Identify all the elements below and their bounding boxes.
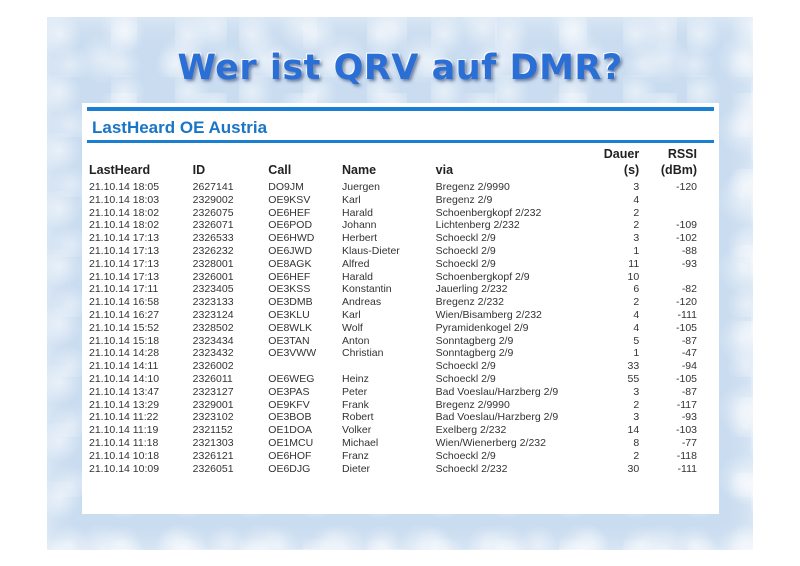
cell-via: Schoenbergkopf 2/9 [435, 270, 530, 283]
cell-call: OE6WEG [268, 372, 315, 385]
cell-via: Lichtenberg 2/232 [435, 219, 520, 232]
cell-call: OE6JWD [268, 244, 313, 257]
cell-call: OE1MCU [268, 436, 314, 449]
table-row [87, 194, 699, 207]
table-row [87, 207, 699, 220]
cell-rssi: -87 [681, 334, 697, 347]
cell-id: 2323432 [192, 347, 234, 360]
cell-rssi [639, 194, 699, 207]
cell-dauer: 8 [633, 436, 640, 449]
cell-id: 2326533 [192, 232, 234, 245]
cell-via: Wien/Bisamberg 2/232 [435, 308, 542, 321]
cell-call: OE6HEF [268, 270, 311, 283]
cell-lastheard: 21.10.14 14:11 [89, 360, 159, 373]
cell-rssi: -88 [681, 244, 697, 257]
cell-name: Harald [342, 270, 373, 283]
cell-lastheard: 21.10.14 15:52 [89, 321, 160, 334]
cell-id: 2323133 [192, 296, 234, 309]
cell-name: Karl [342, 308, 361, 321]
cell-id: 2323127 [192, 385, 234, 398]
cell-id: 2321152 [192, 424, 233, 437]
cell-id: 2323434 [192, 334, 234, 347]
table-row [87, 373, 699, 386]
cell-lastheard: 21.10.14 16:27 [89, 308, 160, 321]
lastheard-table [87, 146, 699, 475]
cell-dauer: 14 [627, 424, 640, 437]
cell-name: Wolf [342, 321, 363, 334]
cell-dauer: 2 [633, 206, 640, 219]
cell-id: 2326071 [192, 219, 234, 232]
cell-rssi: -118 [676, 449, 697, 462]
header-lastheard: LastHeard [89, 163, 151, 177]
cell-rssi: -94 [681, 360, 697, 373]
cell-lastheard: 21.10.14 14:28 [89, 347, 160, 360]
cell-call: OE3BOB [268, 411, 312, 424]
cell-lastheard: 21.10.14 18:03 [89, 193, 160, 206]
cell-name: Peter [342, 385, 368, 398]
table-row [87, 219, 699, 232]
cell-via: Wien/Wienerberg 2/232 [435, 436, 546, 449]
cell-rssi: -111 [677, 308, 697, 321]
table-row [87, 386, 699, 399]
cell-name: Volker [342, 424, 372, 437]
cell-name: Herbert [342, 232, 378, 245]
cell-dauer: 2 [633, 219, 640, 232]
cell-id: 2323124 [192, 308, 234, 321]
cell-id: 2326011 [192, 372, 233, 385]
cell-id: 2329001 [192, 398, 234, 411]
top-rule [87, 107, 714, 111]
cell-call: OE8WLK [268, 321, 313, 334]
table-row [87, 283, 699, 296]
cell-rssi: -105 [675, 372, 697, 385]
cell-id: 2326051 [192, 462, 234, 475]
cell-lastheard: 21.10.14 18:02 [89, 219, 160, 232]
cell-via: Bregenz 2/232 [435, 296, 504, 309]
cell-dauer: 3 [633, 385, 640, 398]
cell-via: Bad Voeslau/Harzberg 2/9 [435, 385, 559, 398]
cell-dauer: 3 [633, 411, 640, 424]
cell-rssi: -105 [675, 321, 697, 334]
cell-call [268, 360, 342, 373]
header-name: Name [342, 163, 377, 177]
cell-via: Schoeckl 2/9 [435, 372, 496, 385]
cell-lastheard: 21.10.14 10:09 [89, 462, 160, 475]
cell-name: Frank [342, 398, 369, 411]
header-via: via [435, 163, 454, 177]
cell-name: Dieter [342, 462, 371, 475]
cell-call: OE1DOA [268, 424, 313, 437]
cell-rssi: -102 [675, 232, 697, 245]
cell-lastheard: 21.10.14 17:13 [89, 257, 160, 270]
cell-call: OE6DJG [268, 462, 311, 475]
cell-rssi: -93 [681, 411, 697, 424]
header-id: ID [192, 163, 206, 177]
cell-call: OE6HEF [268, 206, 311, 219]
cell-call: OE8AGK [268, 257, 312, 270]
cell-name: Franz [342, 449, 369, 462]
cell-lastheard: 21.10.14 13:29 [89, 398, 160, 411]
cell-dauer: 1 [633, 347, 640, 360]
table-row [87, 322, 699, 335]
cell-dauer: 55 [627, 372, 640, 385]
title-rule [87, 140, 714, 143]
cell-rssi: -93 [681, 257, 697, 270]
cell-via: Schoeckl 2/9 [435, 257, 496, 270]
cell-via: Schoenbergkopf 2/232 [435, 206, 542, 219]
table-row [87, 181, 699, 194]
cell-call: OE9KFV [268, 398, 310, 411]
cell-lastheard: 21.10.14 17:13 [89, 232, 160, 245]
cell-name: Karl [342, 193, 361, 206]
table-row [87, 411, 699, 424]
cell-rssi: -82 [681, 283, 697, 296]
cell-id: 2328502 [192, 321, 234, 334]
cell-dauer: 30 [627, 462, 640, 475]
cell-call: OE3VWW [268, 347, 317, 360]
cell-via: Exelberg 2/232 [435, 424, 507, 437]
cell-dauer: 2 [633, 296, 640, 309]
cell-via: Schoeckl 2/9 [435, 449, 496, 462]
header-call: Call [268, 163, 292, 177]
cell-call: OE3KLU [268, 308, 310, 321]
cell-name: Konstantin [342, 283, 392, 296]
cell-rssi: -120 [675, 181, 697, 193]
cell-lastheard: 21.10.14 17:13 [89, 270, 160, 283]
cell-lastheard: 21.10.14 14:10 [89, 372, 160, 385]
cell-via: Bregenz 2/9 [435, 193, 493, 206]
cell-name: Johann [342, 219, 377, 232]
cell-name: Robert [342, 411, 374, 424]
cell-call: OE3DMB [268, 296, 313, 309]
cell-id: 2326075 [192, 206, 234, 219]
lastheard-panel [82, 103, 719, 514]
cell-lastheard: 21.10.14 18:02 [89, 206, 160, 219]
cell-rssi: -120 [675, 296, 697, 309]
cell-lastheard: 21.10.14 10:18 [89, 449, 160, 462]
cell-call: OE3TAN [268, 334, 310, 347]
cell-lastheard: 21.10.14 17:11 [89, 283, 159, 296]
panel-title: LastHeard OE Austria [92, 118, 268, 137]
cell-via: Schoeckl 2/9 [435, 232, 496, 245]
cell-via: Bregenz 2/9990 [435, 181, 510, 193]
cell-lastheard: 21.10.14 15:18 [89, 334, 160, 347]
cell-lastheard: 21.10.14 17:13 [89, 244, 160, 257]
cell-id: 2326232 [192, 244, 234, 257]
table-row [87, 245, 699, 258]
cell-rssi: -77 [681, 436, 697, 449]
cell-rssi: -47 [681, 347, 697, 360]
cell-call: OE6POD [268, 219, 313, 232]
cell-id: 2326121 [192, 449, 234, 462]
table-row [87, 232, 699, 245]
cell-dauer: 3 [633, 232, 640, 245]
cell-dauer: 4 [633, 308, 640, 321]
cell-call: OE9KSV [268, 193, 311, 206]
cell-rssi: -111 [677, 462, 697, 475]
cell-lastheard: 21.10.14 13:47 [89, 385, 160, 398]
header-dauer-line1: Dauer [603, 147, 640, 161]
header-dauer-line2: (s) [623, 163, 640, 177]
cell-id: 2321303 [192, 436, 234, 449]
table-row [87, 360, 699, 373]
cell-rssi [639, 271, 699, 284]
cell-lastheard: 21.10.14 11:22 [89, 411, 159, 424]
slide-title: Wer ist QRV auf DMR? [177, 48, 623, 88]
cell-call: OE3PAS [268, 385, 310, 398]
cell-dauer: 4 [633, 321, 640, 334]
cell-name: Klaus-Dieter [342, 244, 400, 257]
cell-via: Schoeckl 2/9 [435, 244, 496, 257]
cell-dauer: 11 [628, 257, 640, 270]
cell-via: Jauerling 2/232 [435, 283, 508, 296]
cell-via: Bregenz 2/9990 [435, 398, 510, 411]
cell-dauer: 3 [633, 181, 640, 193]
cell-dauer: 10 [627, 270, 640, 283]
table-row [87, 450, 699, 463]
cell-name: Juergen [342, 181, 380, 193]
cell-name: Andreas [342, 296, 382, 309]
table-row [87, 296, 699, 309]
table-row [87, 463, 699, 476]
header-dauer [593, 146, 639, 181]
cell-via: Pyramidenkogel 2/9 [435, 321, 529, 334]
header-rssi-line2: (dBm) [660, 163, 697, 177]
cell-dauer: 6 [633, 283, 640, 296]
cell-rssi: -109 [675, 219, 697, 232]
table-row [87, 424, 699, 437]
cell-lastheard: 21.10.14 18:05 [89, 181, 160, 193]
cell-dauer: 2 [633, 449, 640, 462]
cell-name: Alfred [342, 257, 370, 270]
cell-call: OE6HOF [268, 449, 312, 462]
header-rssi-line1: RSSI [667, 147, 697, 161]
cell-id: 2328001 [192, 257, 234, 270]
cell-dauer: 4 [633, 193, 640, 206]
cell-id: 2627141 [192, 181, 234, 193]
cell-name [342, 360, 436, 373]
cell-id: 2326001 [192, 270, 234, 283]
cell-name: Harald [342, 206, 373, 219]
cell-name: Anton [342, 334, 370, 347]
cell-name: Heinz [342, 372, 369, 385]
cell-rssi: -103 [675, 424, 697, 437]
table-row [87, 309, 699, 322]
table-row [87, 437, 699, 450]
table-header-row [87, 146, 699, 181]
cell-id: 2329002 [192, 193, 234, 206]
table-row [87, 258, 699, 271]
cell-rssi: -87 [681, 385, 697, 398]
table-row [87, 399, 699, 412]
cell-call: OE6HWD [268, 232, 315, 245]
cell-name: Michael [342, 436, 379, 449]
cell-via: Schoeckl 2/9 [435, 360, 496, 373]
cell-call: DO9JM [268, 181, 304, 193]
cell-name: Christian [342, 347, 384, 360]
cell-rssi [639, 207, 699, 220]
header-rssi [639, 146, 699, 181]
cell-rssi: -117 [676, 398, 697, 411]
cell-via: Sonntagberg 2/9 [435, 347, 514, 360]
cell-id: 2323102 [192, 411, 234, 424]
cell-via: Schoeckl 2/232 [435, 462, 508, 475]
cell-lastheard: 21.10.14 11:19 [89, 424, 159, 437]
cell-lastheard: 21.10.14 16:58 [89, 296, 160, 309]
cell-id: 2326002 [192, 360, 234, 373]
cell-dauer: 5 [633, 334, 640, 347]
table-row [87, 335, 699, 348]
table-row [87, 271, 699, 284]
cell-lastheard: 21.10.14 11:18 [89, 436, 159, 449]
cell-via: Bad Voeslau/Harzberg 2/9 [435, 411, 559, 424]
cell-dauer: 33 [627, 360, 640, 373]
cell-id: 2323405 [192, 283, 234, 296]
cell-dauer: 1 [633, 244, 640, 257]
cell-dauer: 2 [633, 398, 640, 411]
cell-call: OE3KSS [268, 283, 311, 296]
table-row [87, 347, 699, 360]
cell-via: Sonntagberg 2/9 [435, 334, 514, 347]
